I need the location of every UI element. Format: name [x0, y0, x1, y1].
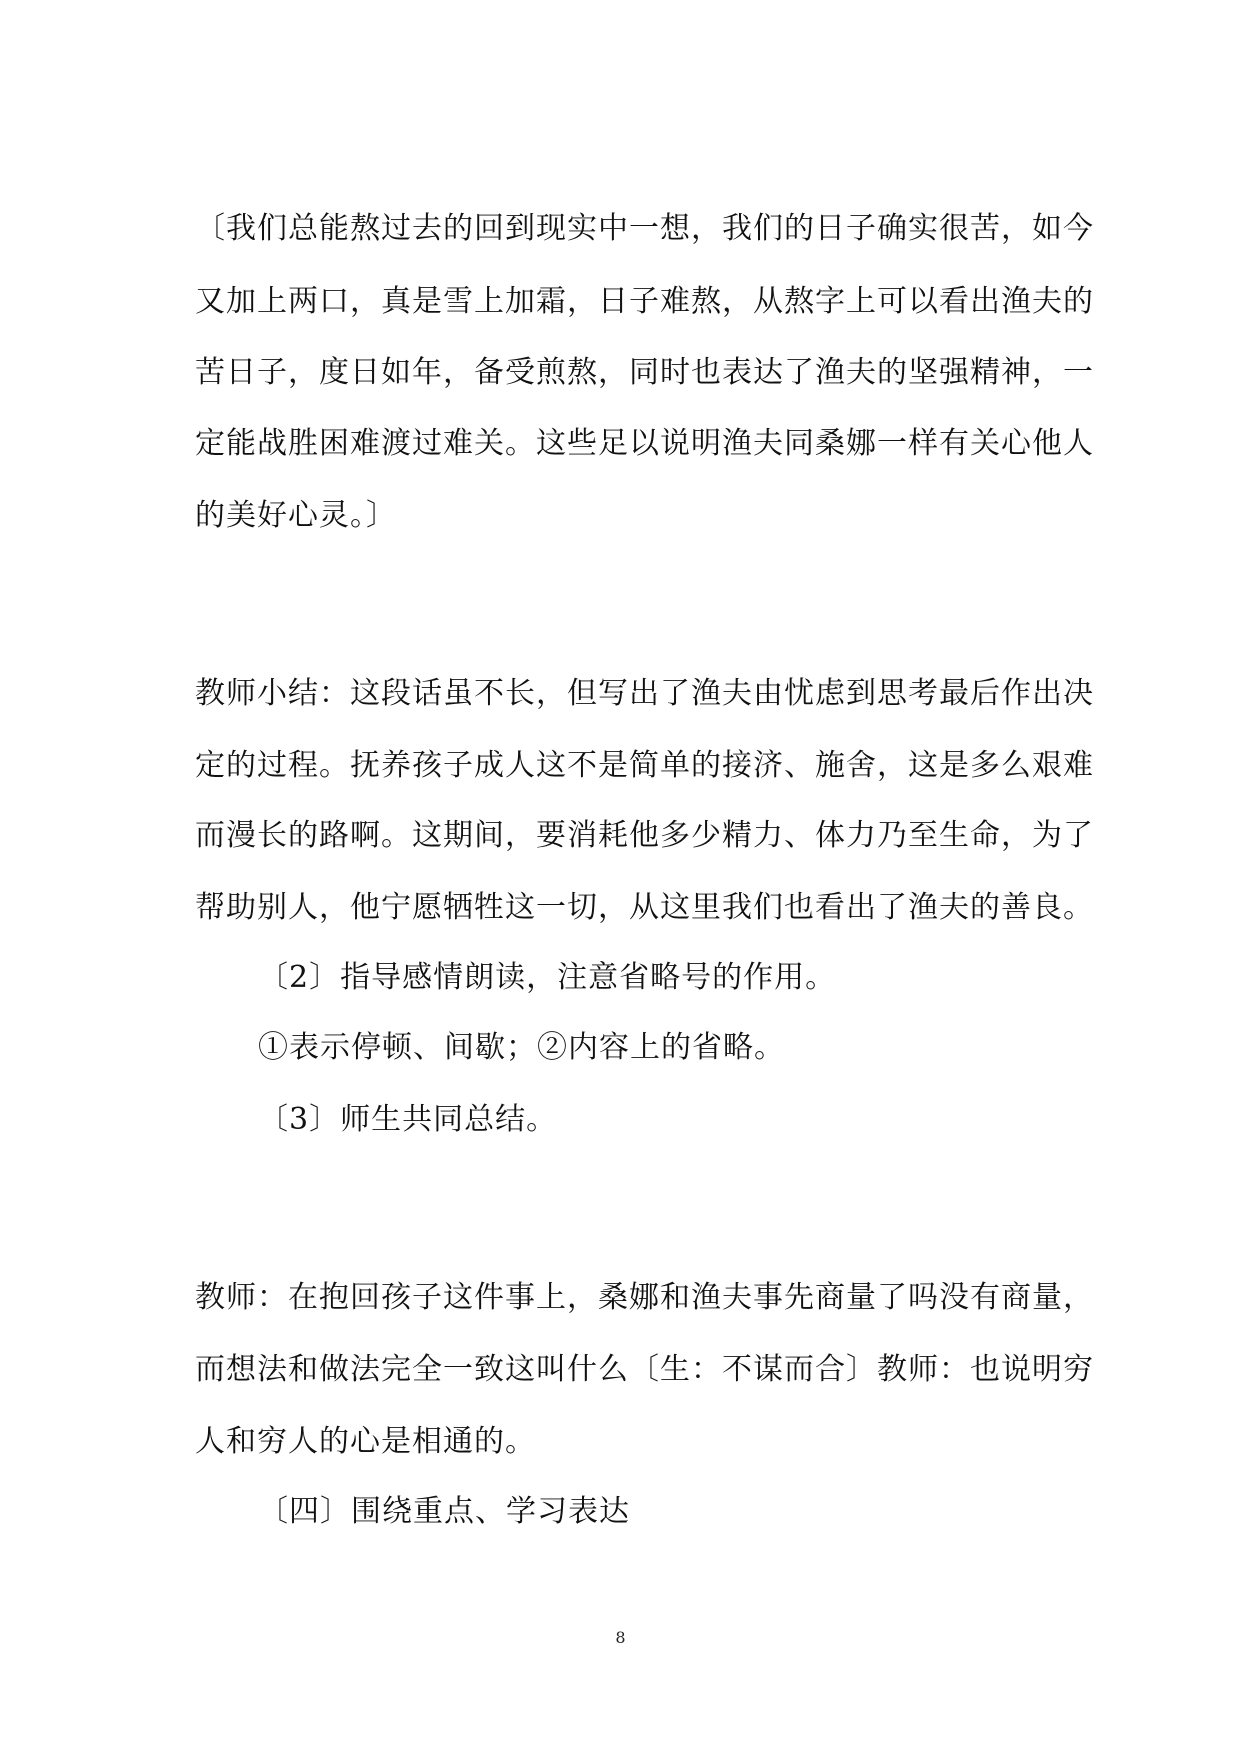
paragraph-3-line-2: 而想法和做法完全一致这叫什么〔生：不谋而合〕教师：也说明穷	[195, 1352, 1094, 1387]
section-4-heading: 〔四〕围绕重点、学习表达	[258, 1494, 630, 1529]
paragraph-1-line-1: 〔我们总能熬过去的回到现实中一想，我们的日子确实很苦，如今	[195, 211, 1094, 246]
paragraph-2-line-3: 而漫长的路啊。这期间，要消耗他多少精力、体力乃至生命，为了	[195, 818, 1094, 853]
paragraph-1-line-2: 又加上两口，真是雪上加霜，日子难熬，从熬字上可以看出渔夫的	[195, 284, 1094, 319]
paragraph-1-line-4: 定能战胜困难渡过难关。这些足以说明渔夫同桑娜一样有关心他人	[195, 426, 1094, 461]
list-item-3: 〔3〕师生共同总结。	[258, 1102, 558, 1137]
list-item-2-detail: ①表示停顿、间歇；②内容上的省略。	[258, 1030, 785, 1065]
paragraph-1-line-5: 的美好心灵。〕	[195, 498, 397, 533]
paragraph-2-line-4: 帮助别人，他宁愿牺牲这一切，从这里我们也看出了渔夫的善良。	[195, 890, 1094, 925]
list-item-2: 〔2〕指导感情朗读，注意省略号的作用。	[258, 960, 837, 995]
paragraph-2-line-2: 定的过程。抚养孩子成人这不是简单的接济、施舍，这是多么艰难	[195, 748, 1094, 783]
paragraph-3-line-1: 教师：在抱回孩子这件事上，桑娜和渔夫事先商量了吗没有商量，	[195, 1280, 1094, 1315]
paragraph-1-line-3: 苦日子，度日如年，备受煎熬，同时也表达了渔夫的坚强精神，一	[195, 355, 1094, 390]
paragraph-2-line-1: 教师小结：这段话虽不长，但写出了渔夫由忧虑到思考最后作出决	[195, 676, 1094, 711]
paragraph-3-line-3: 人和穷人的心是相通的。	[195, 1424, 536, 1459]
page-number: 8	[615, 1628, 626, 1647]
